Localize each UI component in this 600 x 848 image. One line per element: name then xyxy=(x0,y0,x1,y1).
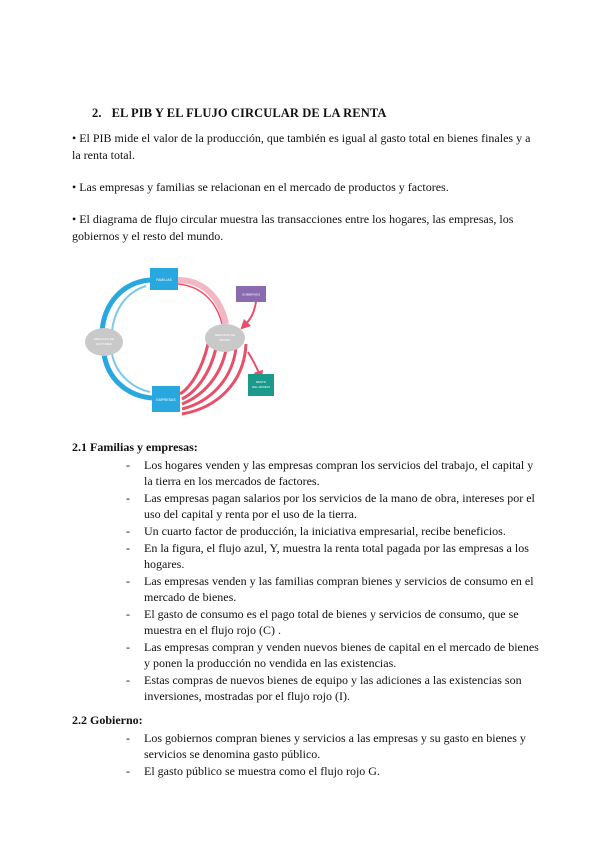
list-item xyxy=(72,606,542,638)
list-item xyxy=(72,730,542,762)
pink-flow-top xyxy=(178,280,226,324)
blue-flow-inner-2 xyxy=(112,354,150,392)
list-gobierno xyxy=(72,730,542,780)
list-item xyxy=(72,490,542,522)
dash: - xyxy=(126,574,130,588)
intro-paragraph-3: • El diagrama de flujo circular muestra las transacciones entre los hogares, las empresas, los gobiernos y el resto del mundo. xyxy=(72,212,514,243)
node-gobiernos-label: GOBIERNOS xyxy=(241,292,261,297)
section-title xyxy=(92,106,387,121)
list-item-text: Los gobiernos compran bienes y servicios a las empresas y su gasto en bienes y servicios se denomina gasto público. xyxy=(144,731,526,761)
section-title-text: EL PIB Y EL FLUJO CIRCULAR DE LA RENTA xyxy=(111,106,387,120)
node-empresas-label: EMPRESAS xyxy=(156,398,176,402)
list-item xyxy=(72,523,542,539)
node-resto-mundo-label-1: RESTO xyxy=(255,380,267,384)
node-mercado-bienes-label-1: MERCADO DE xyxy=(214,333,236,337)
node-mercado-factores-label-2: FACTORES xyxy=(95,342,113,346)
dash: - xyxy=(126,673,130,687)
node-familias-label: FAMILIAS xyxy=(156,278,172,282)
dash: - xyxy=(126,764,130,778)
red-flow-investment xyxy=(182,348,216,399)
node-mercado-bienes-label-2: BIENES xyxy=(219,338,231,342)
list-item-text: Un cuarto factor de producción, la iniciativa empresarial, recibe beneficios. xyxy=(144,524,506,538)
list-item xyxy=(72,457,542,489)
red-flow-gov-link xyxy=(244,302,256,326)
list-item xyxy=(72,639,542,671)
intro-paragraph-2: • Las empresas y familias se relacionan en el mercado de productos y factores. xyxy=(72,180,449,194)
circular-flow-diagram xyxy=(84,262,294,422)
list-item xyxy=(72,763,542,779)
node-resto-mundo-label-2: DEL MUNDO xyxy=(252,385,270,389)
dash: - xyxy=(126,640,130,654)
section-number: 2. xyxy=(92,106,102,120)
dash: - xyxy=(126,541,130,555)
dash: - xyxy=(126,731,130,745)
dash: - xyxy=(126,524,130,538)
list-item xyxy=(72,672,542,704)
red-flow-world-link xyxy=(248,352,260,376)
list-item-text: En la figura, el flujo azul, Y, muestra la renta total pagada por las empresas a los hogares. xyxy=(144,541,529,571)
dash: - xyxy=(126,458,130,472)
subsection-title-gobierno: 2.2 Gobierno: xyxy=(72,713,143,727)
list-item xyxy=(72,573,542,605)
list-item-text: El gasto de consumo es el pago total de bienes y servicios de consumo, que se muestra en el flujo rojo (C) . xyxy=(144,607,519,637)
dash: - xyxy=(126,491,130,505)
intro-paragraph-1: • El PIB mide el valor de la producción, que también es igual al gasto total en bienes finales y a la renta total. xyxy=(72,131,531,162)
list-familias-empresas xyxy=(72,457,542,705)
list-item-text: Las empresas venden y las familias compran bienes y servicios de consumo en el mercado de bienes. xyxy=(144,574,534,604)
red-flow-consumption xyxy=(180,344,208,394)
node-mercado-factores-label-1: MERCADO DE xyxy=(93,337,115,341)
list-item-text: Los hogares venden y las empresas compran los servicios del trabajo, el capital y la tierra en los mercados de factores. xyxy=(144,458,534,488)
subsection-title-familias-empresas: 2.1 Familias y empresas: xyxy=(72,440,198,454)
dash: - xyxy=(126,607,130,621)
list-item-text: El gasto público se muestra como el flujo rojo G. xyxy=(144,764,380,778)
list-item-text: Estas compras de nuevos bienes de equipo y las adiciones a las existencias son inversiones, mostradas por el flujo rojo (I). xyxy=(144,673,522,703)
list-item-text: Las empresas pagan salarios por los servicios de la mano de obra, intereses por el uso del capital y renta por el uso de la tierra. xyxy=(144,491,535,521)
list-item xyxy=(72,540,542,572)
list-item-text: Las empresas compran y venden nuevos bienes de capital en el mercado de bienes y ponen la producción no vendida en las existencias. xyxy=(144,640,539,670)
